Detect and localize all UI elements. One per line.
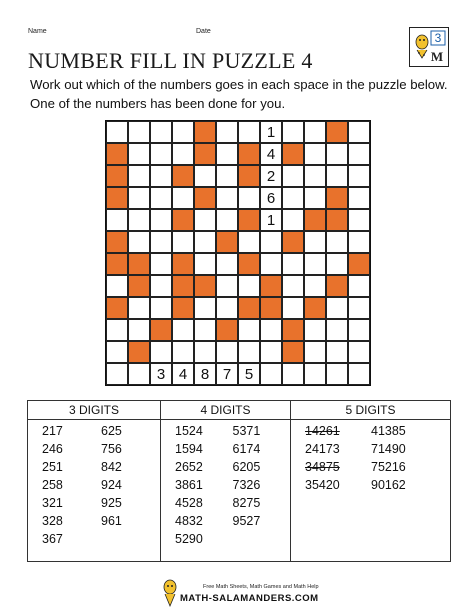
grid-cell[interactable] [128, 187, 150, 209]
list-number: 4832 [175, 514, 203, 528]
grid-block-cell [172, 209, 194, 231]
grid-cell[interactable] [106, 209, 128, 231]
footer-site-name: MATH-SALAMANDERS.COM [180, 593, 319, 604]
grid-cell[interactable] [150, 231, 172, 253]
grid-cell[interactable] [150, 297, 172, 319]
date-label: Date [196, 28, 211, 35]
grid-cell[interactable] [304, 143, 326, 165]
list-header-5-digits: 5 DIGITS [291, 401, 451, 420]
grid-cell[interactable] [326, 341, 348, 363]
grid-cell[interactable] [194, 209, 216, 231]
grid-given-digit[interactable]: 2 [260, 165, 282, 187]
grid-block-cell [326, 187, 348, 209]
grid-block-cell [282, 341, 304, 363]
list-number: 5371 [232, 424, 261, 438]
list-column [42, 422, 101, 548]
grid-cell[interactable] [304, 187, 326, 209]
grid-block-cell [238, 297, 260, 319]
grid-cell[interactable] [216, 121, 238, 143]
grid-cell[interactable] [348, 231, 370, 253]
grid-cell[interactable] [172, 231, 194, 253]
puzzle-grid [105, 120, 371, 386]
footer-tagline: Free Math Sheets, Math Games and Math Help [203, 584, 319, 590]
grid-cell[interactable] [128, 231, 150, 253]
list-number: 41385 [371, 424, 406, 438]
grid-cell[interactable] [348, 275, 370, 297]
grid-cell[interactable] [326, 363, 348, 385]
grid-cell[interactable] [194, 319, 216, 341]
grid-cell[interactable] [282, 363, 304, 385]
list-number: 4528 [175, 496, 203, 510]
grid-cell[interactable] [238, 187, 260, 209]
grid-cell[interactable] [106, 121, 128, 143]
grid-block-cell [216, 319, 238, 341]
grid-block-cell [238, 143, 260, 165]
list-number: 321 [42, 496, 63, 510]
instruction-line-2: One of the numbers has been done for you. [30, 96, 286, 111]
grid-cell[interactable] [216, 143, 238, 165]
list-number: 9527 [232, 514, 261, 528]
grid-cell[interactable] [172, 319, 194, 341]
list-column [371, 422, 441, 494]
grid-block-cell [128, 341, 150, 363]
grid-cell[interactable] [282, 297, 304, 319]
list-number: 3861 [175, 478, 203, 492]
used-number: 14261 [305, 424, 340, 438]
grid-block-cell [106, 253, 128, 275]
grid-cell[interactable] [326, 319, 348, 341]
grid-cell[interactable] [216, 187, 238, 209]
grid-cell[interactable] [172, 341, 194, 363]
list-number: 246 [42, 442, 63, 456]
grid-cell[interactable] [238, 341, 260, 363]
number-lists [27, 400, 451, 562]
grid-cell[interactable] [304, 363, 326, 385]
grid-cell[interactable] [326, 165, 348, 187]
grid-block-cell [304, 209, 326, 231]
grid-cell[interactable] [282, 165, 304, 187]
grid-given-digit[interactable]: 6 [260, 187, 282, 209]
grade-number: 3 [434, 31, 442, 45]
grid-block-cell [194, 187, 216, 209]
grid-given-digit[interactable]: 4 [260, 143, 282, 165]
grid-cell[interactable] [260, 253, 282, 275]
grid-block-cell [106, 297, 128, 319]
grid-cell[interactable] [304, 341, 326, 363]
grid-cell[interactable] [216, 341, 238, 363]
grid-cell[interactable] [348, 187, 370, 209]
grid-cell[interactable] [260, 341, 282, 363]
list-column [101, 422, 160, 548]
grid-block-cell [172, 297, 194, 319]
list-number: 258 [42, 478, 63, 492]
grid-cell[interactable] [128, 319, 150, 341]
grid-cell[interactable] [106, 319, 128, 341]
grid-cell[interactable] [348, 341, 370, 363]
list-column [233, 422, 291, 548]
list-number: 90162 [371, 478, 406, 492]
list-number: 367 [42, 532, 63, 546]
grid-cell[interactable] [282, 187, 304, 209]
grade-logo [409, 27, 449, 67]
grid-block-cell [106, 143, 128, 165]
grid-block-cell [194, 121, 216, 143]
grid-block-cell [260, 275, 282, 297]
grid-block-cell [282, 143, 304, 165]
grid-cell[interactable] [216, 165, 238, 187]
grid-block-cell [216, 231, 238, 253]
grid-cell[interactable] [128, 209, 150, 231]
grid-cell[interactable] [348, 319, 370, 341]
grid-cell[interactable] [348, 143, 370, 165]
list-4-digits [161, 420, 291, 562]
grid-given-digit[interactable]: 1 [260, 209, 282, 231]
grid-block-cell [238, 253, 260, 275]
grid-cell[interactable] [238, 319, 260, 341]
grid-cell[interactable] [128, 363, 150, 385]
grid-given-digit[interactable]: 3 [150, 363, 172, 385]
grid-cell[interactable] [282, 121, 304, 143]
grid-block-cell [304, 297, 326, 319]
grid-cell[interactable] [216, 297, 238, 319]
grid-cell[interactable] [326, 297, 348, 319]
grid-cell[interactable] [128, 165, 150, 187]
list-header-3-digits: 3 DIGITS [28, 401, 161, 420]
list-number: 75216 [371, 460, 406, 474]
grid-cell[interactable] [304, 275, 326, 297]
grid-block-cell [172, 165, 194, 187]
grid-cell[interactable] [194, 297, 216, 319]
salamander-logo-icon [410, 28, 448, 66]
grid-cell[interactable] [260, 319, 282, 341]
svg-text:M: M [430, 49, 444, 64]
grid-cell[interactable] [348, 209, 370, 231]
grid-cell[interactable] [326, 231, 348, 253]
list-number: 71490 [371, 442, 406, 456]
list-number: 2652 [175, 460, 203, 474]
grid-given-digit[interactable]: 4 [172, 363, 194, 385]
grid-cell[interactable] [150, 121, 172, 143]
grid-cell[interactable] [348, 121, 370, 143]
grid-cell[interactable] [106, 363, 128, 385]
grid-cell[interactable] [304, 165, 326, 187]
grid-cell[interactable] [216, 275, 238, 297]
grid-block-cell [326, 121, 348, 143]
grid-block-cell [128, 253, 150, 275]
grid-block-cell [194, 275, 216, 297]
grid-block-cell [172, 275, 194, 297]
grid-block-cell [326, 275, 348, 297]
list-number: 756 [101, 442, 122, 456]
list-3-digits [28, 420, 161, 562]
grid-cell[interactable] [216, 209, 238, 231]
grid-cell[interactable] [128, 143, 150, 165]
grid-cell[interactable] [150, 209, 172, 231]
grid-block-cell [282, 231, 304, 253]
grid-block-cell [128, 275, 150, 297]
list-number: 924 [101, 478, 122, 492]
grid-cell[interactable] [194, 253, 216, 275]
list-number: 5290 [175, 532, 203, 546]
grid-cell[interactable] [326, 143, 348, 165]
grid-cell[interactable] [282, 209, 304, 231]
grid-given-digit[interactable]: 8 [194, 363, 216, 385]
grid-cell[interactable] [106, 341, 128, 363]
list-5-digits [291, 420, 451, 562]
grid-cell[interactable] [194, 231, 216, 253]
grid-cell[interactable] [216, 253, 238, 275]
grid-cell[interactable] [150, 341, 172, 363]
grid-cell[interactable] [128, 121, 150, 143]
list-number: 217 [42, 424, 63, 438]
list-number: 8275 [232, 496, 261, 510]
salamander-footer-icon [158, 578, 182, 613]
list-column [305, 422, 371, 494]
grid-block-cell [194, 143, 216, 165]
list-number: 1594 [175, 442, 203, 456]
grid-cell[interactable] [128, 297, 150, 319]
list-number: 7326 [232, 478, 261, 492]
grid-cell[interactable] [238, 231, 260, 253]
grid-cell[interactable] [260, 363, 282, 385]
grid-cell[interactable] [172, 143, 194, 165]
page-title: NUMBER FILL IN PUZZLE 4 [28, 48, 313, 73]
list-number: 6205 [232, 460, 261, 474]
grid-cell[interactable] [150, 165, 172, 187]
grid-cell[interactable] [304, 253, 326, 275]
grid-given-digit[interactable]: 1 [260, 121, 282, 143]
list-number: 251 [42, 460, 63, 474]
grid-cell[interactable] [348, 297, 370, 319]
grid-block-cell [238, 165, 260, 187]
list-number: 35420 [305, 478, 340, 492]
grid-given-digit[interactable]: 7 [216, 363, 238, 385]
grid-cell[interactable] [106, 275, 128, 297]
grid-cell[interactable] [150, 187, 172, 209]
grid-cell[interactable] [282, 275, 304, 297]
grid-block-cell [348, 253, 370, 275]
grid-cell[interactable] [150, 143, 172, 165]
used-number: 34875 [305, 460, 340, 474]
list-number: 925 [101, 496, 122, 510]
grid-cell[interactable] [260, 231, 282, 253]
list-number: 6174 [232, 442, 261, 456]
grid-cell[interactable] [348, 165, 370, 187]
grid-block-cell [150, 319, 172, 341]
grid-block-cell [172, 253, 194, 275]
list-number: 842 [101, 460, 122, 474]
grid-cell[interactable] [238, 121, 260, 143]
grid-block-cell [106, 187, 128, 209]
list-number: 961 [101, 514, 122, 528]
grid-cell[interactable] [172, 121, 194, 143]
grid-block-cell [106, 231, 128, 253]
list-column [175, 422, 233, 548]
grid-cell[interactable] [348, 363, 370, 385]
grid-cell[interactable] [282, 253, 304, 275]
grid-cell[interactable] [194, 165, 216, 187]
grid-cell[interactable] [194, 341, 216, 363]
grid-block-cell [326, 209, 348, 231]
grid-block-cell [106, 165, 128, 187]
grid-cell[interactable] [150, 275, 172, 297]
grid-cell[interactable] [304, 319, 326, 341]
grid-cell[interactable] [238, 275, 260, 297]
grid-cell[interactable] [326, 253, 348, 275]
list-number: 625 [101, 424, 122, 438]
list-number: 24173 [305, 442, 340, 456]
grid-cell[interactable] [304, 231, 326, 253]
instruction-line-1: Work out which of the numbers goes in each space in the puzzle below. [30, 77, 448, 92]
grid-cell[interactable] [304, 121, 326, 143]
list-number: 1524 [175, 424, 203, 438]
grid-block-cell [282, 319, 304, 341]
grid-cell[interactable] [172, 187, 194, 209]
list-header-4-digits: 4 DIGITS [161, 401, 291, 420]
name-label: Name [28, 28, 47, 35]
grid-given-digit[interactable]: 5 [238, 363, 260, 385]
grid-block-cell [238, 209, 260, 231]
grid-cell[interactable] [150, 253, 172, 275]
grid-block-cell [260, 297, 282, 319]
list-number: 328 [42, 514, 63, 528]
